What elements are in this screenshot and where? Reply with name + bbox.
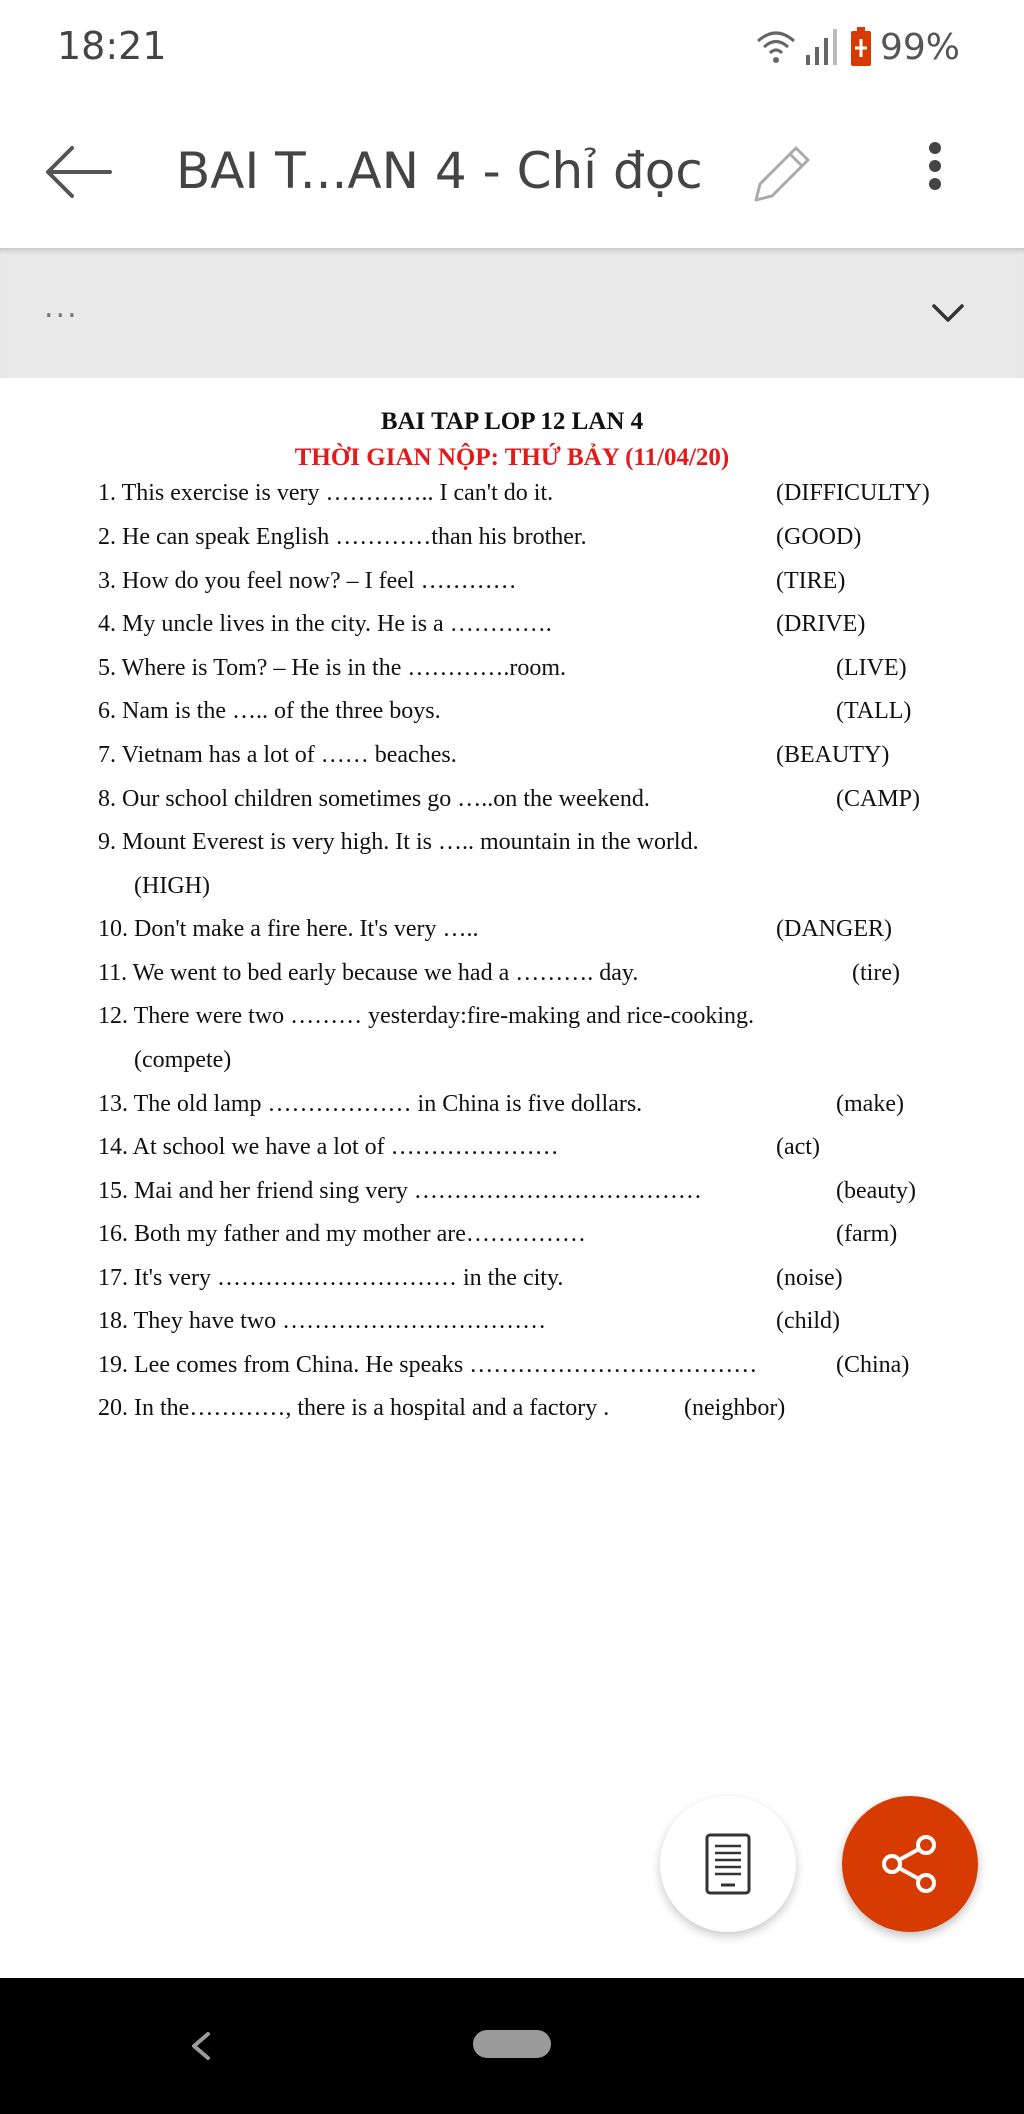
- chevron-left-icon: [180, 2016, 220, 2076]
- question-1-hint: (DIFFICULTY): [776, 480, 930, 506]
- question-12: 12. There were two ……… yesterday:fire-making and rice-cooking.: [98, 1003, 754, 1029]
- question-4-hint: (DRIVE): [776, 611, 866, 637]
- question-20-hint: (neighbor): [684, 1395, 786, 1421]
- question-4: 4. My uncle lives in the city. He is a ………….: [98, 611, 552, 637]
- wifi-icon: [756, 29, 796, 65]
- question-16-hint: (farm): [836, 1221, 898, 1247]
- question-11-hint: (tire): [852, 960, 900, 986]
- question-19: 19. Lee comes from China. He speaks ………………………………: [98, 1352, 758, 1378]
- question-9: 9. Mount Everest is very high. It is ….. mountain in the world.: [98, 829, 699, 855]
- question-15-hint: (beauty): [836, 1178, 916, 1204]
- arrow-left-icon: [38, 132, 118, 212]
- question-6: 6. Nam is the ….. of the three boys.: [98, 698, 441, 724]
- question-13: 13. The old lamp ……………… in China is five dollars.: [98, 1091, 643, 1117]
- question-7: 7. Vietnam has a lot of …… beaches.: [98, 742, 457, 768]
- question-1: 1. This exercise is very ………….. I can't do it.: [98, 480, 554, 506]
- question-3-hint: (TIRE): [776, 568, 846, 594]
- question-11: 11. We went to bed early because we had a ………. day.: [98, 960, 639, 986]
- mobile-view-button[interactable]: [660, 1796, 796, 1932]
- question-14: 14. At school we have a lot of …………………: [98, 1134, 559, 1160]
- question-19-hint: (China): [836, 1352, 910, 1378]
- question-15: 15. Mai and her friend sing very ………………………………: [98, 1178, 702, 1204]
- page-heading: BAI TAP LOP 12 LAN 4: [380, 408, 644, 435]
- question-17: 17. It's very ………………………… in the city.: [98, 1265, 564, 1291]
- more-vertical-icon: [905, 132, 965, 212]
- question-8: 8. Our school children sometimes go …..on the weekend.: [98, 786, 650, 812]
- question-7-hint: (BEAUTY): [776, 742, 890, 768]
- document-title: BAI T...AN 4 - Chỉ đọc: [176, 142, 703, 200]
- document-page: [0, 378, 1024, 1978]
- question-16: 16. Both my father and my mother are……………: [98, 1221, 586, 1247]
- status-bar: [0, 0, 1024, 96]
- status-time: 18:21: [57, 24, 167, 68]
- question-18-hint: (child): [776, 1308, 840, 1334]
- question-5-hint: (LIVE): [836, 655, 907, 681]
- question-2: 2. He can speak English …………than his brother.: [98, 524, 587, 550]
- app-bar: [0, 96, 1024, 248]
- expand-toolbar-button[interactable]: [926, 290, 970, 334]
- nav-home-button[interactable]: [473, 2030, 551, 2058]
- share-icon: [878, 1832, 942, 1896]
- question-8-hint: (CAMP): [836, 786, 921, 812]
- chevron-down-icon: [926, 290, 970, 334]
- question-9-hint: (HIGH): [134, 873, 210, 899]
- more-options-button[interactable]: [905, 132, 965, 212]
- document-toolbar: [0, 248, 1024, 378]
- nav-back-button[interactable]: [180, 2016, 220, 2076]
- document-icon: [703, 1832, 753, 1896]
- question-14-hint: (act): [776, 1134, 820, 1160]
- signal-icon: [804, 27, 840, 67]
- battery-icon: [850, 27, 872, 67]
- question-12-hint: (compete): [134, 1047, 232, 1073]
- question-13-hint: (make): [836, 1091, 904, 1117]
- question-6-hint: (TALL): [836, 698, 912, 724]
- edit-button[interactable]: [740, 132, 820, 212]
- question-10-hint: (DANGER): [776, 916, 892, 942]
- share-button[interactable]: [842, 1796, 978, 1932]
- question-3: 3. How do you feel now? – I feel …………: [98, 568, 517, 594]
- system-nav-bar: [0, 1978, 1024, 2114]
- question-5: 5. Where is Tom? – He is in the ………….room.: [98, 655, 567, 681]
- pencil-icon: [740, 132, 820, 212]
- page-subheading: THỜI GIAN NỘP: THỨ BẢY (11/04/20): [294, 444, 730, 471]
- question-2-hint: (GOOD): [776, 524, 862, 550]
- toolbar-ellipsis[interactable]: ...: [44, 290, 79, 325]
- back-button[interactable]: [38, 132, 118, 212]
- question-17-hint: (noise): [776, 1265, 843, 1291]
- battery-percent: 99%: [879, 26, 960, 68]
- question-10: 10. Don't make a fire here. It's very …..: [98, 916, 479, 942]
- question-20: 20. In the…………, there is a hospital and a factory .: [98, 1395, 610, 1421]
- status-icons: [756, 22, 960, 72]
- question-18: 18. They have two ……………………………: [98, 1308, 547, 1334]
